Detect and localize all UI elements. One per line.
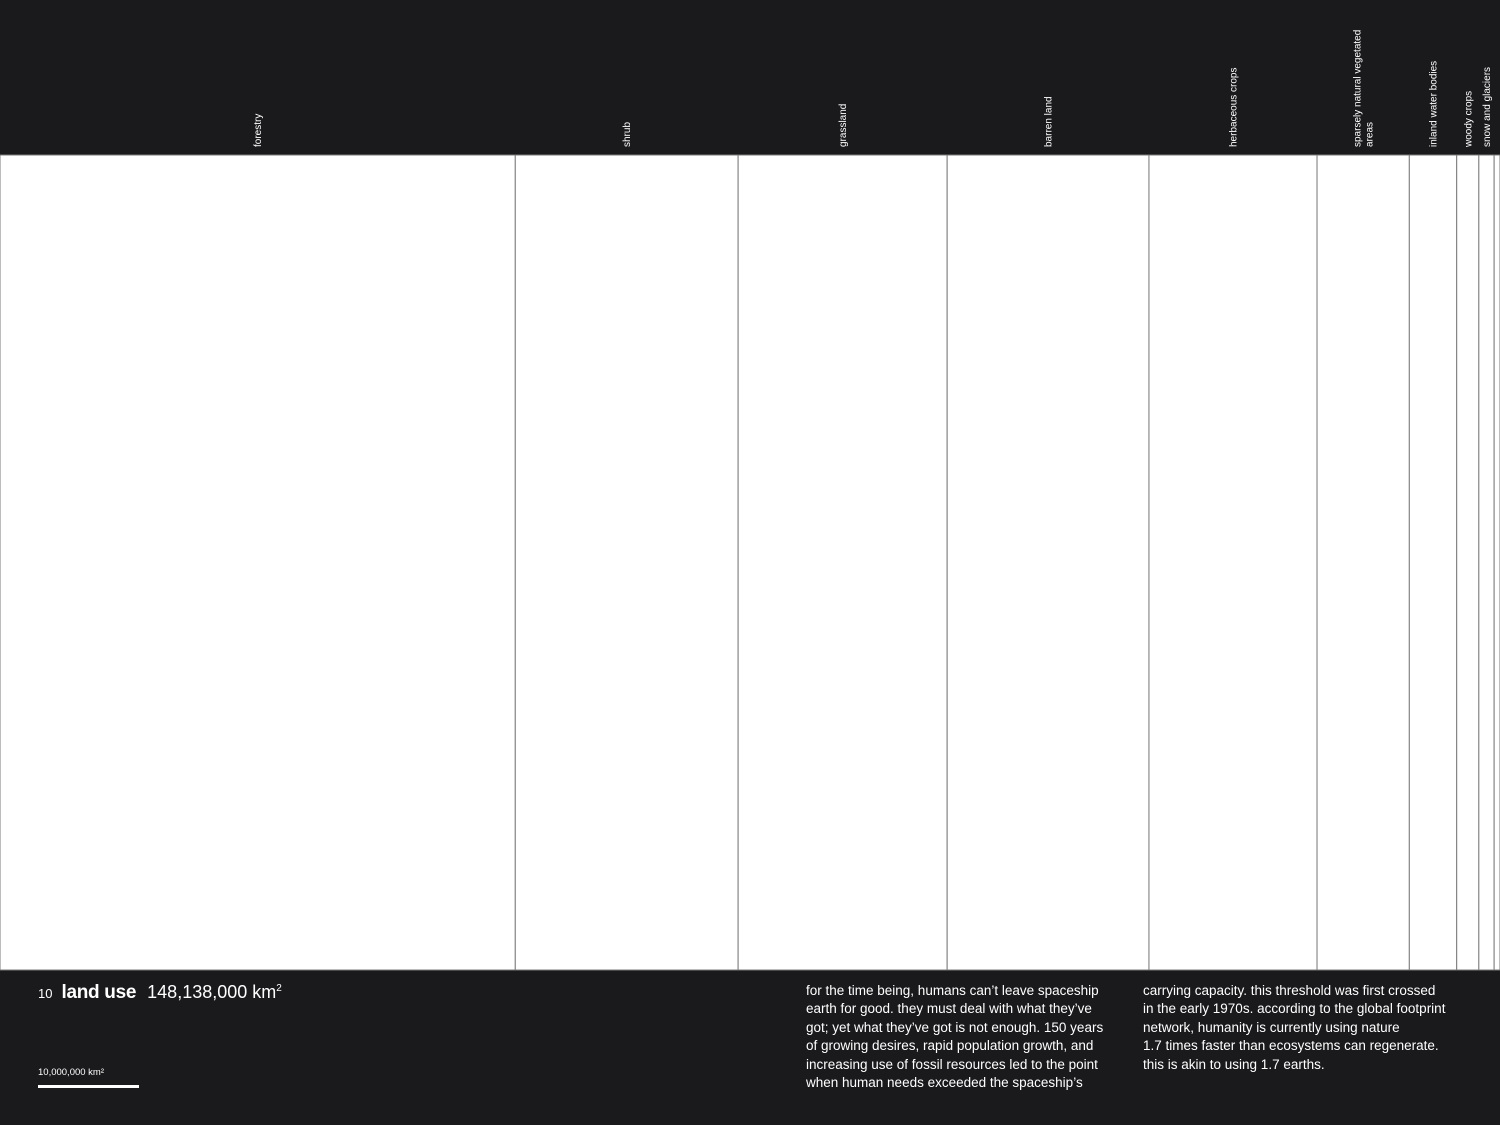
- category-label-inland-water-bodies: inland water bodies: [1428, 60, 1440, 147]
- column-woody-crops: [1457, 155, 1479, 970]
- column-sparsely-natural-vegetated-areas: [1317, 155, 1409, 970]
- column-barren-land: [947, 155, 1149, 970]
- column-inland-water-bodies: [1409, 155, 1456, 970]
- page-number: 10: [38, 986, 53, 1001]
- category-label-snow-and-glaciers: snow and glaciers: [1481, 66, 1493, 147]
- body-text-column-1: [806, 982, 1116, 1092]
- body-line: carrying capacity. this threshold was first crossed: [1143, 983, 1436, 998]
- total-area-number: 148,138,000 km: [147, 982, 277, 1002]
- category-label-herbaceous-crops: herbaceous crops: [1228, 67, 1240, 147]
- column-shrub: [515, 155, 738, 970]
- body-line: network, humanity is currently using nature: [1143, 1019, 1400, 1035]
- body-text-column-2: [1143, 982, 1453, 1074]
- category-label-barren-land: barren land: [1043, 96, 1055, 147]
- category-label-sparsely-natural-vegetated-areas: sparsely natural vegetatedareas: [1352, 29, 1376, 147]
- body-line: of growing desires, rapid population growth, and: [806, 1038, 1094, 1054]
- body-line: got; yet what they’ve got is not enough. 150 years: [806, 1019, 1104, 1035]
- total-area-sup: 2: [276, 983, 282, 994]
- column-unlabeled: [1494, 155, 1500, 970]
- column-grassland: [738, 155, 947, 970]
- body-line: this is akin to using 1.7 earths.: [1143, 1056, 1325, 1072]
- category-label-shrub: shrub: [622, 121, 634, 147]
- scale-bar: [38, 1085, 139, 1088]
- body-line: increasing use of fossil resources led to the point: [806, 1056, 1098, 1072]
- body-line: for the time being, humans can’t leave spaceship: [806, 983, 1099, 998]
- body-line: earth for good. they must deal with what they’ve: [806, 1001, 1092, 1017]
- section-title: land use: [61, 982, 137, 1003]
- body-line: in the early 1970s. according to the global footprint: [1143, 1001, 1446, 1017]
- body-line: when human needs exceeded the spaceship’s: [806, 1075, 1083, 1091]
- category-label-grassland: grassland: [838, 103, 850, 147]
- scale-legend: [38, 1067, 139, 1088]
- column-herbaceous-crops: [1149, 155, 1317, 970]
- total-area: [147, 982, 282, 1003]
- footer-title: [38, 982, 282, 1004]
- body-line: 1.7 times faster than ecosystems can regenerate.: [1143, 1038, 1439, 1054]
- category-label-woody-crops: woody crops: [1463, 90, 1475, 147]
- category-label-forestry: forestry: [253, 113, 265, 147]
- column-snow-and-glaciers: [1479, 155, 1494, 970]
- column-forestry: [0, 155, 515, 970]
- scale-label: 10,000,000 km²: [38, 1067, 105, 1078]
